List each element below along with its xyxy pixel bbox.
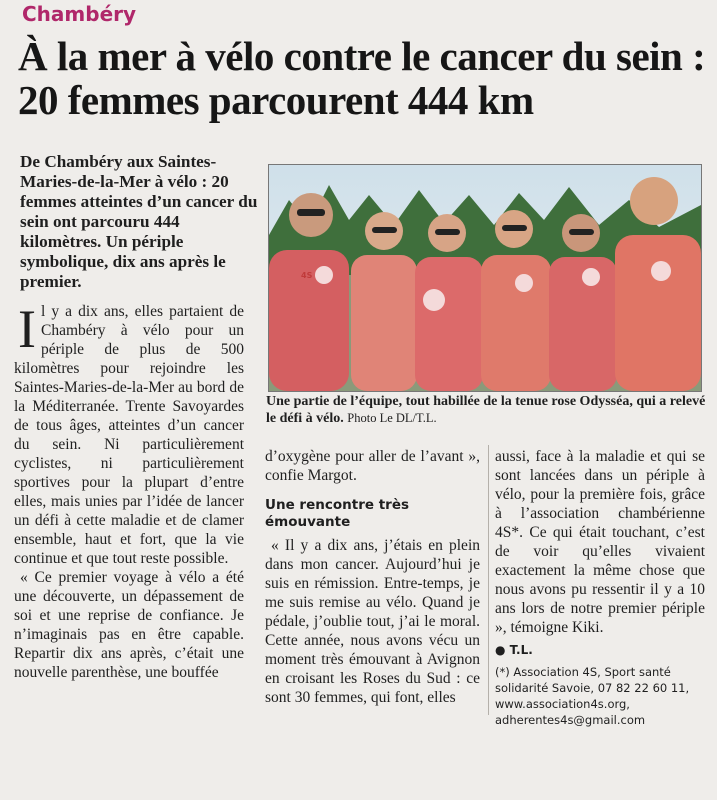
paragraph: « Ce premier voyage à vélo a été une découverte, un dépassement de soi et une reprise de confiance. Je n’imaginais pas en être capable. Repartir dix ans après, c’était une nouvelle parenthèse, une bouffée: [14, 569, 244, 681]
jersey-badge: 4S: [301, 271, 313, 280]
paragraph: « Il y a dix ans, j’étais en plein dans mon cancer. Aujourd’hui je suis en rémission. Entre-temps, je me suis remise au vélo. Quand je pédale, j’oublie tout, j’ai le moral. Cette année, nous avons vécu un moment très émouvant à Avignon en croisant les Roses du Sud : ce sont 30 femmes, qui font, elles: [265, 537, 480, 706]
team-photo-illustration: [269, 165, 701, 391]
drop-cap: I: [18, 299, 36, 359]
article-headline: À la mer à vélo contre le cancer du sein : 20 femmes parcourent 444 km: [18, 33, 706, 123]
photo-caption: [266, 393, 706, 427]
paragraph: l y a dix ans, elles partaient de Chambéry à vélo pour un périple de plus de 500 kilomètres pour rejoindre les Saintes-Maries-de-la-Mer au bord de la Méditerranée. Trente Savoyardes de tous âges, atteintes d’un cancer du sein. Ni particulièrement cyclistes, ni particulièrement sportives pour la plupart d’entre elles, mais unies par l’idée de lancer un défi à cette maladie et de clamer ensemble, haut et fort, que la vie continue et que tout reste possible.: [14, 303, 244, 567]
photo-caption-text: Une partie de l’équipe, tout habillée de la tenue rose Odysséa, qui a relevé le défi à vélo.: [266, 394, 706, 426]
article-lede: De Chambéry aux Saintes-Maries-de-la-Mer à vélo : 20 femmes atteintes d’un cancer du sein ont parcouru 444 kilomètres. Un périple symbolique, dix ans après le premier.: [20, 152, 258, 291]
article-subhead: Une rencontre très émouvante: [265, 497, 410, 530]
team-photo: [268, 164, 702, 392]
association-footnote: (*) Association 4S, Sport santé solidarité Savoie, 07 82 22 60 11, www.association4s.org, adherentes4s@gmail.com: [495, 665, 690, 727]
column-divider: [488, 445, 489, 715]
paragraph: d’oxygène pour aller de l’avant », confie Margot.: [265, 448, 480, 484]
article-column-2: [265, 447, 480, 707]
article-column-1: [14, 299, 244, 682]
section-kicker: Chambéry: [22, 2, 137, 26]
article-column-3: [495, 447, 705, 728]
photo-credit: Photo Le DL/T.L.: [347, 411, 437, 425]
paragraph: aussi, face à la maladie et qui se sont lancées dans un périple à vélo, pour la première fois, grâce à l’association chambérienne 4S*. Ce qui était touchant, c’est de voir qu’elles vivaient exactement la même chose que nous avons pu ressentir il y a 10 ans lors de notre premier périple », témoigne Kiki.: [495, 448, 705, 636]
article-byline: ● T.L.: [495, 643, 533, 657]
